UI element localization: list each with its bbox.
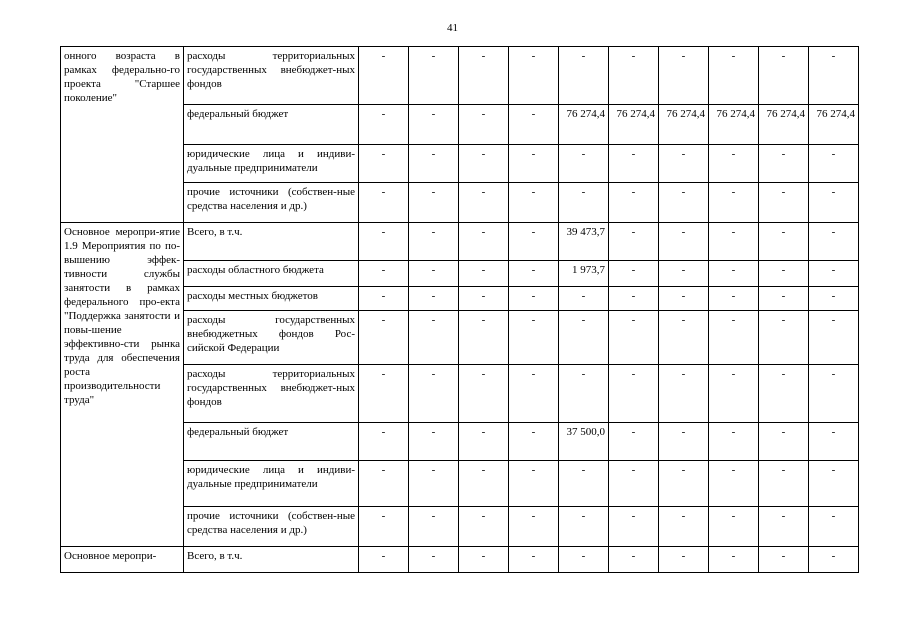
value-cell: - (409, 365, 459, 423)
value-cell: - (459, 145, 509, 183)
value-cell: - (609, 261, 659, 287)
value-cell: - (359, 507, 409, 547)
value-cell: - (809, 365, 859, 423)
value-cell: - (409, 287, 459, 311)
value-cell: - (509, 47, 559, 105)
value-cell: - (409, 461, 459, 507)
value-cell: - (359, 223, 409, 261)
value-cell: - (659, 507, 709, 547)
value-cell: - (759, 183, 809, 223)
budget-table (60, 46, 859, 573)
value-cell: - (409, 105, 459, 145)
value-cell: - (659, 183, 709, 223)
value-cell: 76 274,4 (759, 105, 809, 145)
funding-source-cell: федеральный бюджет (184, 105, 359, 145)
value-cell: - (559, 145, 609, 183)
value-cell: - (459, 105, 509, 145)
value-cell: - (409, 47, 459, 105)
value-cell: - (609, 547, 659, 573)
value-cell: - (809, 223, 859, 261)
value-cell: - (559, 365, 609, 423)
value-cell: - (459, 47, 509, 105)
funding-source-cell: расходы государственных внебюджетных фондов Рос-сийской Федерации (184, 311, 359, 365)
value-cell: - (809, 145, 859, 183)
value-cell: - (809, 287, 859, 311)
value-cell: - (509, 261, 559, 287)
value-cell: - (759, 287, 809, 311)
value-cell: - (609, 223, 659, 261)
value-cell: - (609, 311, 659, 365)
value-cell: - (359, 365, 409, 423)
value-cell: - (459, 507, 509, 547)
value-cell: - (759, 223, 809, 261)
value-cell: - (759, 365, 809, 423)
value-cell: - (759, 507, 809, 547)
value-cell: - (659, 547, 709, 573)
value-cell: - (509, 507, 559, 547)
value-cell: - (509, 365, 559, 423)
value-cell: - (659, 365, 709, 423)
value-cell: 1 973,7 (559, 261, 609, 287)
funding-source-cell: юридические лица и индиви-дуальные предприниматели (184, 461, 359, 507)
funding-source-cell: юридические лица и индиви-дуальные предприниматели (184, 145, 359, 183)
value-cell: 76 274,4 (609, 105, 659, 145)
value-cell: - (659, 423, 709, 461)
value-cell: - (359, 547, 409, 573)
value-cell: - (759, 47, 809, 105)
value-cell: 76 274,4 (659, 105, 709, 145)
value-cell: - (509, 145, 559, 183)
value-cell: 76 274,4 (809, 105, 859, 145)
value-cell: - (609, 461, 659, 507)
value-cell: - (459, 261, 509, 287)
value-cell: - (809, 461, 859, 507)
value-cell: - (409, 223, 459, 261)
value-cell: 76 274,4 (709, 105, 759, 145)
event-name-cell: Основное меропри- (61, 547, 184, 573)
value-cell: - (709, 47, 759, 105)
value-cell: - (609, 183, 659, 223)
value-cell: - (659, 47, 709, 105)
value-cell: - (459, 223, 509, 261)
value-cell: - (809, 423, 859, 461)
value-cell: - (459, 461, 509, 507)
value-cell: 37 500,0 (559, 423, 609, 461)
value-cell: - (509, 461, 559, 507)
funding-source-cell: прочие источники (собствен-ные средства населения и др.) (184, 183, 359, 223)
funding-source-cell: расходы областного бюджета (184, 261, 359, 287)
value-cell: - (409, 145, 459, 183)
value-cell: - (459, 311, 509, 365)
value-cell: - (609, 47, 659, 105)
value-cell: - (409, 183, 459, 223)
value-cell: - (659, 223, 709, 261)
value-cell: - (409, 547, 459, 573)
funding-source-cell: расходы территориальных государственных внебюджет-ных фондов (184, 365, 359, 423)
table-row (61, 223, 859, 261)
value-cell: - (709, 365, 759, 423)
page-number: 41 (447, 22, 458, 34)
value-cell: - (359, 183, 409, 223)
funding-source-cell: прочие источники (собствен-ные средства населения и др.) (184, 507, 359, 547)
value-cell: - (659, 145, 709, 183)
value-cell: - (359, 287, 409, 311)
value-cell: - (459, 365, 509, 423)
value-cell: 76 274,4 (559, 105, 609, 145)
value-cell: - (459, 547, 509, 573)
value-cell: - (359, 311, 409, 365)
value-cell: - (509, 223, 559, 261)
value-cell: - (809, 547, 859, 573)
value-cell: - (509, 311, 559, 365)
value-cell: - (359, 261, 409, 287)
table-row (61, 47, 859, 105)
event-name-cell: онного возраста в рамках федерально-го проекта "Старшее поколение" (61, 47, 184, 223)
value-cell: - (609, 507, 659, 547)
value-cell: - (609, 365, 659, 423)
value-cell: - (709, 507, 759, 547)
value-cell: - (809, 183, 859, 223)
value-cell: - (809, 311, 859, 365)
value-cell: - (759, 311, 809, 365)
value-cell: - (459, 423, 509, 461)
value-cell: - (659, 461, 709, 507)
table-row (61, 547, 859, 573)
value-cell: - (459, 287, 509, 311)
value-cell: - (359, 423, 409, 461)
value-cell: - (759, 461, 809, 507)
value-cell: - (759, 261, 809, 287)
value-cell: - (409, 423, 459, 461)
value-cell: - (559, 287, 609, 311)
value-cell: - (609, 423, 659, 461)
value-cell: - (409, 261, 459, 287)
value-cell: - (809, 261, 859, 287)
funding-source-cell: Всего, в т.ч. (184, 547, 359, 573)
funding-source-cell: расходы местных бюджетов (184, 287, 359, 311)
value-cell: - (509, 183, 559, 223)
value-cell: - (559, 547, 609, 573)
value-cell: - (759, 547, 809, 573)
value-cell: - (559, 183, 609, 223)
value-cell: - (559, 461, 609, 507)
value-cell: - (709, 223, 759, 261)
value-cell: - (509, 287, 559, 311)
value-cell: - (809, 507, 859, 547)
value-cell: - (709, 423, 759, 461)
value-cell: - (459, 183, 509, 223)
value-cell: - (709, 145, 759, 183)
value-cell: - (709, 183, 759, 223)
value-cell: - (609, 287, 659, 311)
value-cell: 39 473,7 (559, 223, 609, 261)
value-cell: - (709, 547, 759, 573)
value-cell: - (659, 311, 709, 365)
funding-source-cell: расходы территориальных государственных внебюджет-ных фондов (184, 47, 359, 105)
value-cell: - (709, 287, 759, 311)
value-cell: - (359, 105, 409, 145)
value-cell: - (409, 507, 459, 547)
value-cell: - (809, 47, 859, 105)
value-cell: - (609, 145, 659, 183)
value-cell: - (559, 47, 609, 105)
value-cell: - (509, 547, 559, 573)
value-cell: - (709, 311, 759, 365)
value-cell: - (709, 261, 759, 287)
value-cell: - (659, 261, 709, 287)
value-cell: - (659, 287, 709, 311)
value-cell: - (359, 47, 409, 105)
value-cell: - (359, 145, 409, 183)
value-cell: - (759, 145, 809, 183)
value-cell: - (709, 461, 759, 507)
event-name-cell: Основное меропри-ятие 1.9 Мероприятия по по-вышению эффек-тивности службы занятости в рамках федерального про-екта "Поддержка занятости и повы-шение эффективно-сти рынка труда для обеспечения роста производительности труда" (61, 223, 184, 547)
value-cell: - (509, 423, 559, 461)
value-cell: - (409, 311, 459, 365)
value-cell: - (359, 461, 409, 507)
funding-source-cell: Всего, в т.ч. (184, 223, 359, 261)
table-body (61, 47, 859, 573)
value-cell: - (759, 423, 809, 461)
value-cell: - (559, 507, 609, 547)
funding-source-cell: федеральный бюджет (184, 423, 359, 461)
value-cell: - (509, 105, 559, 145)
value-cell: - (559, 311, 609, 365)
